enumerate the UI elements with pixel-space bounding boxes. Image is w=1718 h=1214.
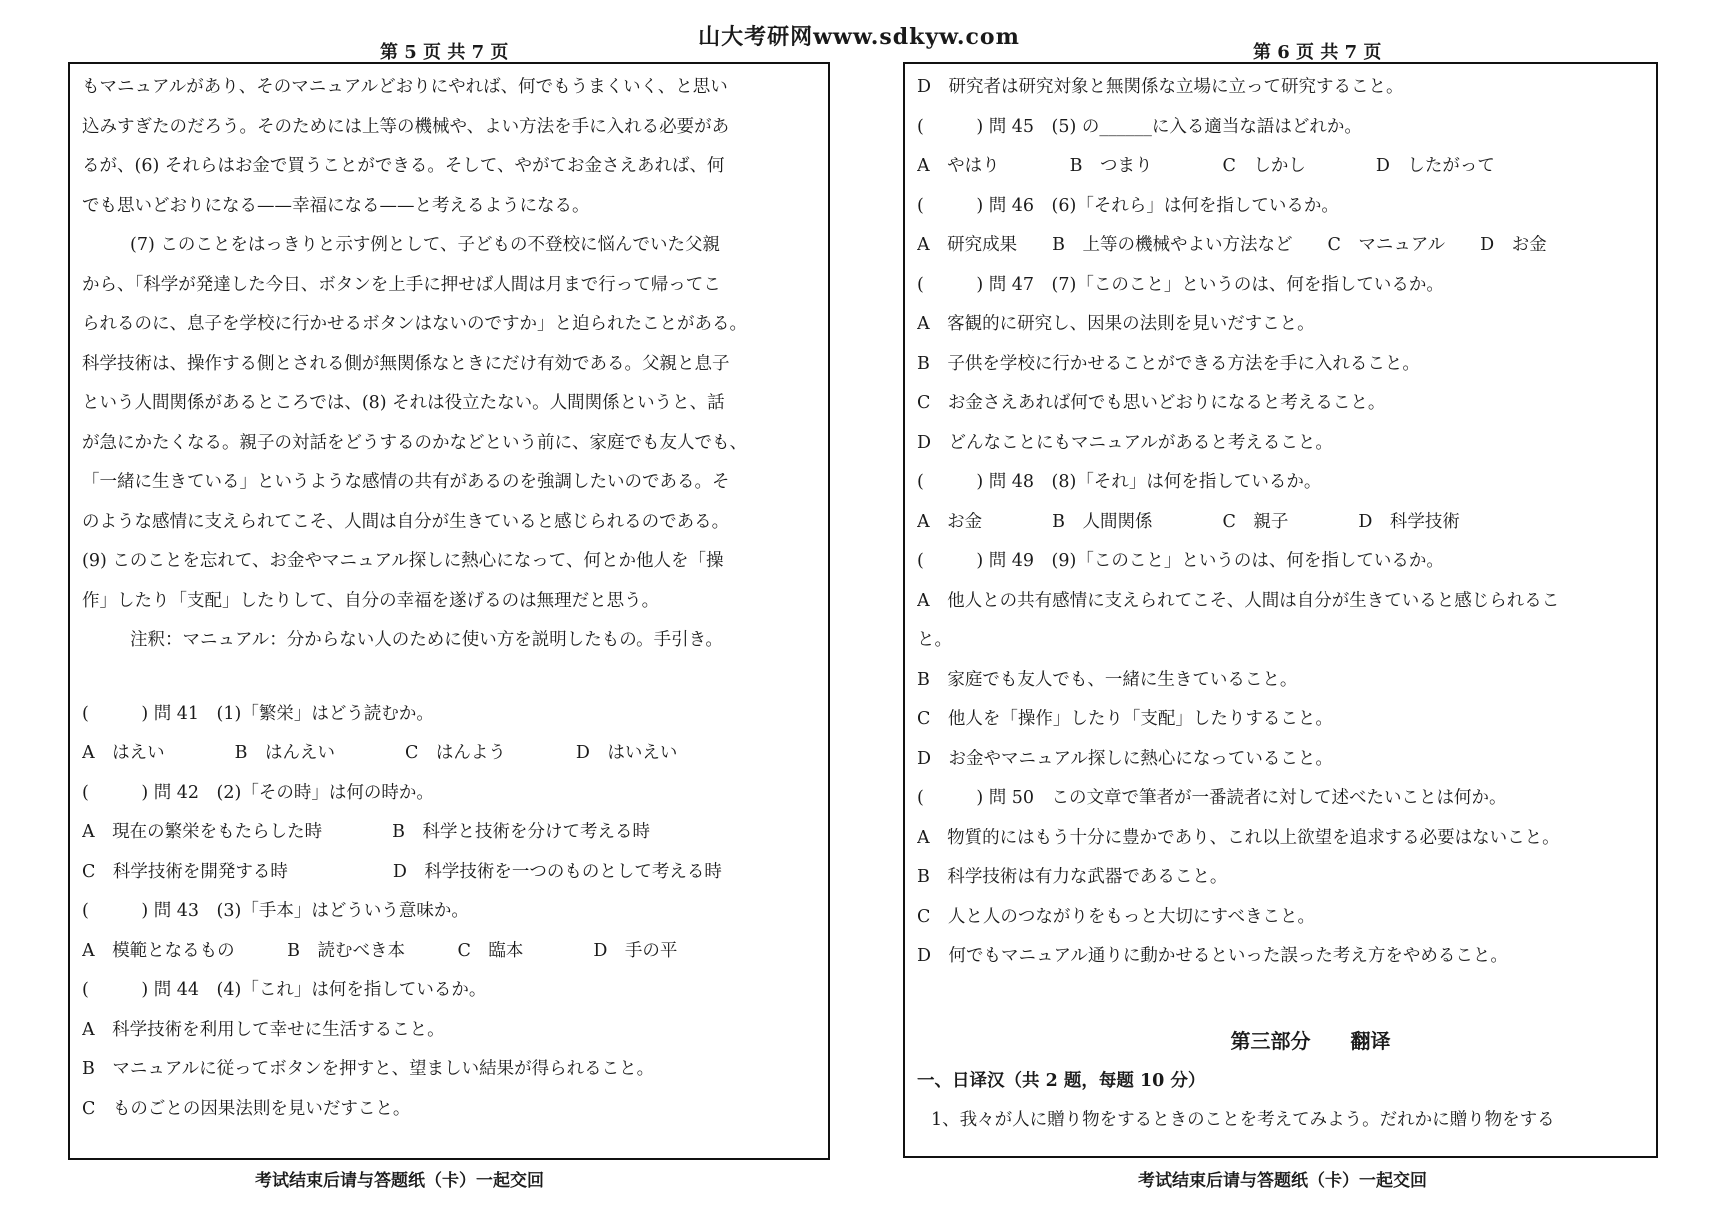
options-42-ab: A 現在の繁栄をもたらした時 B 科学と技術を分けて考える時 — [82, 822, 650, 842]
passage-line: もマニュアルがあり、そのマニュアルどおりにやれば、何でもうまくいく、と思い — [82, 77, 728, 97]
right-page-panel — [903, 62, 1658, 1158]
options-46: A 研究成果 B 上等の機械やよい方法など C マニュアル D お金 — [917, 235, 1547, 255]
part-three-title: 第三部分 翻译 — [1230, 1028, 1391, 1053]
option-44-b: B マニュアルに従ってボタンを押すと、望ましい結果が得られること。 — [82, 1059, 655, 1079]
passage-line: という人間関係があるところでは、(8) それは役立たない。人間関係というと、話 — [82, 393, 725, 413]
options-43: A 模範となるもの B 読むべき本 C 臨本 D 手の平 — [82, 940, 678, 961]
option-49-a-cont: と。 — [917, 630, 952, 650]
option-47-c: C お金さえあれば何でも思いどおりになると考えること。 — [917, 393, 1386, 413]
question-42: ( ) 問 42 (2)「その時」は何の時か。 — [82, 782, 434, 803]
passage-line: るが、(6) それらはお金で買うことができる。そして、やがてお金さえあれば、何 — [82, 156, 725, 176]
question-50: ( ) 問 50 この文章で筆者が一番読者に対して述べたいことは何か。 — [917, 788, 1507, 808]
passage-line: から、「科学が発達した今日、ボタンを上手に押せば人間は月まで行って帰ってこ — [82, 274, 721, 295]
footer-right: 考试结束后请与答题纸（卡）一起交回 — [1138, 1171, 1427, 1191]
option-47-a: A 客観的に研究し、因果の法則を見いだすこと。 — [917, 314, 1315, 334]
option-49-b: B 家庭でも友人でも、一緒に生きていること。 — [917, 669, 1298, 690]
option-49-d: D お金やマニュアル探しに熱心になっていること。 — [917, 748, 1333, 769]
passage-line: 科学技術は、操作する側とされる側が無関係なときにだけ有効である。父親と息子 — [82, 353, 730, 374]
option-44-c: C ものごとの因果法則を見いだすこと。 — [82, 1098, 411, 1119]
page-number-left: 第 5 页 共 7 页 — [380, 42, 509, 63]
passage-line: のような感情に支えられてこそ、人間は自分が生きていると感じられるのである。 — [82, 511, 730, 532]
options-45: A やはり B つまり C しかし D したがって — [917, 156, 1495, 176]
option-50-b: B 科学技術は有力な武器であること。 — [917, 867, 1228, 887]
option-49-c: C 他人を「操作」したり「支配」したりすること。 — [917, 709, 1333, 729]
option-44-a: A 科学技術を利用して幸せに生活すること。 — [82, 1019, 445, 1040]
page-number-right: 第 6 页 共 7 页 — [1253, 42, 1382, 63]
option-44-d: D 研究者は研究対象と無関係な立場に立って研究すること。 — [917, 77, 1404, 97]
translation-item-1: 1、我々が人に贈り物をするときのことを考えてみよう。だれかに贈り物をする — [931, 1109, 1555, 1130]
question-47: ( ) 問 47 (7)「このこと」というのは、何を指しているか。 — [917, 274, 1444, 295]
passage-line: が急にかたくなる。親子の対話をどうするのかなどという前に、家庭でも友人でも、 — [82, 432, 747, 453]
question-46: ( ) 問 46 (6)「それら」は何を指しているか。 — [917, 195, 1339, 216]
option-49-a: A 他人との共有感情に支えられてこそ、人間は自分が生きていると感じられるこ — [917, 590, 1560, 611]
option-50-a: A 物質的にはもう十分に豊かであり、これ以上欲望を追求する必要はないこと。 — [917, 827, 1560, 848]
options-41: A はえい B はんえい C はんよう D はいえい — [82, 743, 678, 763]
question-48: ( ) 問 48 (8)「それ」は何を指しているか。 — [917, 472, 1322, 492]
annotation-note: 注釈：マニュアル：分からない人のために使い方を説明したもの。手引き。 — [130, 630, 723, 650]
options-42-cd: C 科学技術を開発する時 D 科学技術を一つのものとして考える時 — [82, 861, 722, 882]
question-45: ( ) 問 45 (5) の______に入る適当な語はどれか。 — [917, 116, 1362, 137]
section-heading: 一、日译汉（共 2 题，每题 10 分） — [917, 1070, 1206, 1091]
question-41: ( ) 問 41 (1)「繁栄」はどう読むか。 — [82, 703, 434, 724]
option-50-c: C 人と人のつながりをもっと大切にすべきこと。 — [917, 906, 1316, 927]
passage-line: 「一緒に生きている」というような感情の共有があるのを強調したいのである。そ — [82, 472, 730, 492]
passage-line: 込みすぎたのだろう。そのためには上等の機械や、よい方法を手に入れる必要があ — [82, 116, 730, 137]
passage-line: (9) このことを忘れて、お金やマニュアル探しに熱心になって、何とか他人を「操 — [82, 551, 724, 571]
option-47-b: B 子供を学校に行かせることができる方法を手に入れること。 — [917, 353, 1420, 374]
question-49: ( ) 問 49 (9)「このこと」というのは、何を指しているか。 — [917, 551, 1444, 571]
footer-left: 考试结束后请与答题纸（卡）一起交回 — [255, 1171, 544, 1191]
site-header: 山大考研网www.sdkyw.com — [698, 24, 1020, 50]
passage-line: (7) このことをはっきりと示す例として、子どもの不登校に悩んでいた父親 — [130, 235, 720, 255]
passage-line: でも思いどおりになる——幸福になる——と考えるようになる。 — [82, 195, 590, 216]
question-44: ( ) 問 44 (4)「これ」は何を指しているか。 — [82, 980, 487, 1000]
options-48: A お金 B 人間関係 C 親子 D 科学技術 — [917, 511, 1460, 532]
left-page-panel — [68, 62, 830, 1160]
option-47-d: D どんなことにもマニュアルがあると考えること。 — [917, 432, 1333, 453]
passage-line: 作」したり「支配」したりして、自分の幸福を遂げるのは無理だと思う。 — [82, 590, 660, 611]
option-50-d: D 何でもマニュアル通りに動かせるといった誤った考え方をやめること。 — [917, 946, 1508, 966]
passage-line: られるのに、息子を学校に行かせるボタンはないのですか」と迫られたことがある。 — [82, 314, 747, 334]
question-43: ( ) 問 43 (3)「手本」はどういう意味か。 — [82, 901, 469, 921]
